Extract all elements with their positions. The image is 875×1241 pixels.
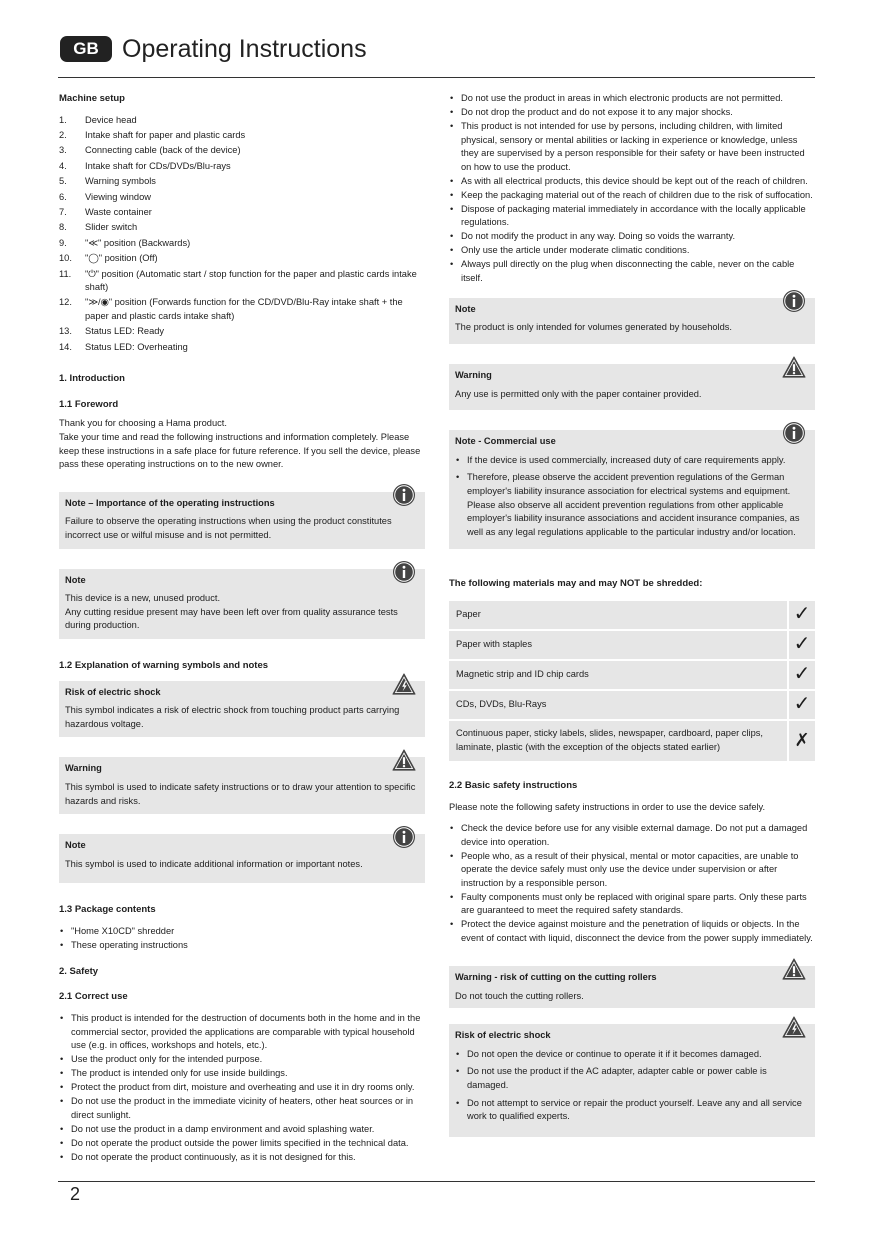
list-item: • Keep the packaging material out of the reach of children due to the risk of suffocation. xyxy=(449,189,815,203)
list-item xyxy=(59,191,425,205)
list-item: • Do not use the product if the AC adapter, adapter cable or power cable is damaged. xyxy=(455,1065,809,1092)
list-item: • Dispose of packaging material immediately in accordance with the locally applicable regulations. xyxy=(449,203,815,230)
machine-setup-heading: Machine setup xyxy=(59,93,125,104)
item-number: 7. xyxy=(59,206,67,217)
item-number: 4. xyxy=(59,160,67,171)
item-text: Viewing window xyxy=(85,191,151,202)
list-item: • Therefore, please observe the accident prevention regulations of the German employer's liability insurance association for electrical systems and equipment. Please also observe all accident prevention regulations from other applicable employer's liability insurance associations and accident insurance companies, as well as any legal regulations applicable to the particular industry and/or location. xyxy=(455,471,809,539)
material-name: Magnetic strip and ID chip cards xyxy=(449,661,787,689)
electric-shock-icon xyxy=(392,672,416,696)
machine-setup-list xyxy=(59,114,425,355)
risk-shock-text: This symbol indicates a risk of electric shock from touching product parts carrying hazardous voltage. xyxy=(65,705,400,729)
list-item: • Do not use the product in areas in which electronic products are not permitted. xyxy=(449,92,815,106)
page-number: 2 xyxy=(70,1184,81,1204)
materials-heading: The following materials may and may NOT be shredded: xyxy=(449,578,703,590)
list-item: • Check the device before use for any visible external damage. Do not put a damaged device into operation. xyxy=(449,822,815,849)
check-mark-icon: ✓ xyxy=(787,691,815,719)
item-text: "≫/◉" position (Forwards function for the CD/DVD/Blu-Ray intake shaft + the paper and plastic cards intake shaft) xyxy=(85,297,403,322)
warning-rollers-title: Warning - risk of cutting on the cutting rollers xyxy=(455,972,657,983)
footer-rule xyxy=(58,1181,815,1182)
item-number: 8. xyxy=(59,222,67,233)
list-item xyxy=(59,252,425,266)
item-number: 12. xyxy=(59,297,72,308)
warning-icon xyxy=(782,355,806,379)
introduction-heading: 1. Introduction xyxy=(59,373,125,385)
item-number: 5. xyxy=(59,176,67,187)
list-item: • This product is not intended for use by persons, including children, with limited physical, sensory or mental abilities or lacking in experience or knowledge, unless they are supervised by a person responsible for their safety or have been instructed on how to use the product. xyxy=(449,120,815,174)
item-number: 9. xyxy=(59,237,67,248)
list-item xyxy=(59,221,425,235)
symbols-heading: 1.2 Explanation of warning symbols and notes xyxy=(59,659,269,671)
list-item xyxy=(59,268,425,295)
list-item: • People who, as a result of their physical, mental or motor capacities, are unable to operate the device safely must only use the device under supervision or after instruction by a responsible person. xyxy=(449,850,815,891)
list-item: • This product is intended for the destruction of documents both in the home and in the commercial sector, provided the applications are comparable with typical household use (e.g. in offices, workshops and hotels, etc.). xyxy=(59,1012,425,1053)
list-item: • Do not drop the product and do not expose it to any major shocks. xyxy=(449,106,815,120)
page-header xyxy=(60,34,367,64)
warning-rollers-box xyxy=(449,966,815,1008)
note-households-title: Note xyxy=(455,303,476,314)
warning-text: This symbol is used to indicate safety instructions or to draw your attention to specific hazards and risks. xyxy=(65,781,416,806)
info-icon xyxy=(392,560,416,584)
note-text: This symbol is used to indicate additional information or important notes. xyxy=(65,858,363,869)
info-icon xyxy=(782,421,806,445)
list-item: • Do not operate the product outside the power limits specified in the technical data. xyxy=(59,1137,425,1151)
material-name: CDs, DVDs, Blu-Rays xyxy=(449,691,787,719)
item-number: 14. xyxy=(59,341,72,352)
list-item: • Protect the product from dirt, moisture and overheating and use it in dry rooms only. xyxy=(59,1081,425,1095)
right-column xyxy=(449,92,815,1137)
warning-title: Warning xyxy=(65,763,102,774)
info-icon xyxy=(782,289,806,313)
list-item xyxy=(59,175,425,189)
check-mark-icon: ✓ xyxy=(787,631,815,659)
item-text: Intake shaft for paper and plastic cards xyxy=(85,129,246,140)
correct-use-list xyxy=(59,1012,425,1164)
note-households-box xyxy=(449,298,815,344)
item-text: "◯" position (Off) xyxy=(85,253,158,264)
check-mark-icon: ✓ xyxy=(787,601,815,629)
risk-shock-box xyxy=(59,681,425,738)
foreword-heading: 1.1 Foreword xyxy=(59,398,119,410)
list-item: • Only use the article under moderate climatic conditions. xyxy=(449,244,815,258)
list-item: • These operating instructions xyxy=(59,939,425,953)
risk-shock-2-list xyxy=(455,1048,809,1124)
list-item: • Do not modify the product in any way. Doing so voids the warranty. xyxy=(449,230,815,244)
table-row xyxy=(449,631,815,659)
item-number: 3. xyxy=(59,145,67,156)
list-item: • As with all electrical products, this device should be kept out of the reach of children. xyxy=(449,175,815,189)
cross-mark-icon: ✗ xyxy=(787,721,815,761)
item-number: 11. xyxy=(59,268,72,279)
list-item: • Do not use the product in a damp environment and avoid splashing water. xyxy=(59,1123,425,1137)
item-text: Slider switch xyxy=(85,222,138,233)
item-number: 13. xyxy=(59,326,72,337)
list-item: • Use the product only for the intended purpose. xyxy=(59,1053,425,1067)
note-new-box xyxy=(59,569,425,639)
safety-heading: 2. Safety xyxy=(59,965,99,977)
item-text: "⏻" position (Automatic start / stop function for the paper and plastic cards intake shaft) xyxy=(85,268,417,293)
item-number: 10. xyxy=(59,253,72,264)
note-commercial-box xyxy=(449,430,815,549)
item-text: Status LED: Overheating xyxy=(85,341,188,352)
risk-shock-title: Risk of electric shock xyxy=(65,686,161,697)
warning-container-box xyxy=(449,364,815,410)
note-box xyxy=(59,834,425,883)
material-name: Paper with staples xyxy=(449,631,787,659)
item-text: Status LED: Ready xyxy=(85,326,165,337)
note-importance-box xyxy=(59,492,425,549)
table-row xyxy=(449,661,815,689)
electric-shock-icon xyxy=(782,1015,806,1039)
item-number: 6. xyxy=(59,191,67,202)
materials-table xyxy=(449,599,815,763)
basic-safety-list xyxy=(449,822,815,946)
item-number: 2. xyxy=(59,129,67,140)
list-item xyxy=(59,160,425,174)
list-item: • Protect the device against moisture and the penetration of liquids or objects. In the event of contact with liquid, disconnect the device from the power supply immediately. xyxy=(449,918,815,945)
basic-safety-heading: 2.2 Basic safety instructions xyxy=(449,779,578,791)
warning-icon xyxy=(782,957,806,981)
package-heading: 1.3 Package contents xyxy=(59,904,156,916)
note-importance-title: Note – Importance of the operating instructions xyxy=(65,497,275,508)
list-item xyxy=(59,296,425,323)
list-item xyxy=(59,325,425,339)
list-item: • The product is intended only for use inside buildings. xyxy=(59,1067,425,1081)
page-title: Operating Instructions xyxy=(122,34,367,63)
warning-box xyxy=(59,757,425,814)
material-name: Continuous paper, sticky labels, slides, newspaper, cardboard, paper clips, laminate, plastic (with the exception of the objects stated earlier) xyxy=(449,721,787,761)
note-title: Note xyxy=(65,840,86,851)
package-list xyxy=(59,925,425,953)
foreword-text: Thank you for choosing a Hama product. Take your time and read the following instructions and information completely. Please keep these instructions in a safe place for future reference. If you sell the device, please pass these operating instructions on to the new owner. xyxy=(59,418,421,470)
warning-container-title: Warning xyxy=(455,370,492,381)
left-column xyxy=(59,92,425,1165)
list-item: • If the device is used commercially, increased duty of care requirements apply. xyxy=(455,454,809,468)
language-badge: GB xyxy=(60,36,112,62)
list-item xyxy=(59,341,425,355)
list-item: • Faulty components must only be replaced with original spare parts. Only these parts are guaranteed to meet the required safety standards. xyxy=(449,891,815,918)
item-text: Warning symbols xyxy=(85,176,156,187)
info-icon xyxy=(392,483,416,507)
header-rule xyxy=(58,77,815,78)
list-item: • Always pull directly on the plug when disconnecting the cable, never on the cable itself. xyxy=(449,258,815,285)
list-item: • Do not open the device or continue to operate it if it becomes damaged. xyxy=(455,1048,809,1062)
commercial-list xyxy=(455,454,809,540)
table-row xyxy=(449,601,815,629)
list-item xyxy=(59,114,425,128)
correct-use-heading: 2.1 Correct use xyxy=(59,991,128,1003)
item-number: 1. xyxy=(59,114,67,125)
list-item xyxy=(59,129,425,143)
material-name: Paper xyxy=(449,601,787,629)
risk-shock-2-box xyxy=(449,1024,815,1137)
item-text: Waste container xyxy=(85,206,152,217)
list-item xyxy=(59,144,425,158)
list-item: • Do not use the product in the immediate vicinity of heaters, other heat sources or in direct sunlight. xyxy=(59,1095,425,1122)
note-new-title: Note xyxy=(65,574,86,585)
item-text: "≪" position (Backwards) xyxy=(85,237,191,248)
risk-shock-2-title: Risk of electric shock xyxy=(455,1030,551,1041)
warning-container-text: Any use is permitted only with the paper container provided. xyxy=(455,388,702,399)
list-item: • Do not attempt to service or repair the product yourself. Leave any and all service work to qualified experts. xyxy=(455,1097,809,1124)
warning-rollers-text: Do not touch the cutting rollers. xyxy=(455,990,584,1001)
list-item: • "Home X10CD" shredder xyxy=(59,925,425,939)
note-households-text: The product is only intended for volumes generated by households. xyxy=(455,322,733,333)
list-item xyxy=(59,206,425,220)
basic-safety-intro: Please note the following safety instructions in order to use the device safely. xyxy=(449,801,766,812)
item-text: Intake shaft for CDs/DVDs/Blu-rays xyxy=(85,160,231,171)
note-commercial-title: Note - Commercial use xyxy=(455,436,556,447)
list-item: • Do not operate the product continuously, as it is not designed for this. xyxy=(59,1151,425,1165)
note-new-text: This device is a new, unused product. Any cutting residue present may have been left over from quality assurance tests during production. xyxy=(65,593,398,631)
note-importance-text: Failure to observe the operating instructions when using the product constitutes incorrect use or wilful misuse and is not permitted. xyxy=(65,516,392,540)
info-icon xyxy=(392,825,416,849)
safety-list-continued xyxy=(449,92,815,285)
check-mark-icon: ✓ xyxy=(787,661,815,689)
list-item xyxy=(59,237,425,251)
item-text: Device head xyxy=(85,114,137,125)
item-text: Connecting cable (back of the device) xyxy=(85,145,241,156)
warning-icon xyxy=(392,748,416,772)
table-row xyxy=(449,721,815,761)
table-row xyxy=(449,691,815,719)
